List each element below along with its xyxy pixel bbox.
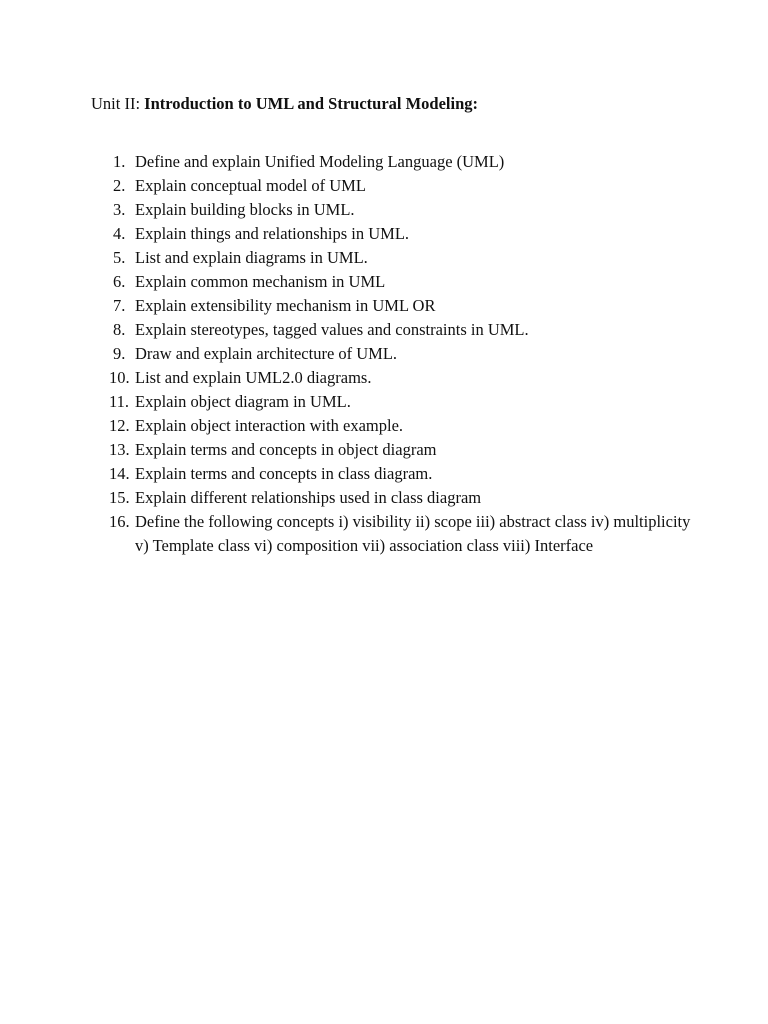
question-number: 6. xyxy=(113,272,126,291)
question-item xyxy=(91,222,691,246)
question-number: 9. xyxy=(113,344,126,363)
question-text: Explain things and relationships in UML. xyxy=(135,224,410,243)
question-text: Explain terms and concepts in object diagram xyxy=(135,440,437,459)
question-number: 11. xyxy=(109,392,130,411)
question-number: 14. xyxy=(109,464,130,483)
question-text: List and explain diagrams in UML. xyxy=(135,248,368,267)
question-number: 7. xyxy=(113,296,126,315)
question-text: Explain conceptual model of UML xyxy=(135,176,366,195)
question-text: List and explain UML2.0 diagrams. xyxy=(135,368,372,387)
question-text: Explain object diagram in UML. xyxy=(135,392,351,411)
question-text: Explain different relationships used in class diagram xyxy=(135,488,482,507)
question-item xyxy=(91,294,691,318)
question-text: Draw and explain architecture of UML. xyxy=(135,344,398,363)
question-item xyxy=(91,174,691,198)
question-number: 4. xyxy=(113,224,126,243)
question-item xyxy=(91,438,691,462)
question-text: Define and explain Unified Modeling Language (UML) xyxy=(135,152,505,171)
question-item xyxy=(91,366,691,390)
unit-title: Introduction to UML and Structural Modeling: xyxy=(144,94,479,113)
question-text: Explain common mechanism in UML xyxy=(135,272,386,291)
question-number: 3. xyxy=(113,200,126,219)
question-number: 2. xyxy=(113,176,126,195)
unit-heading xyxy=(91,93,478,115)
question-number: 5. xyxy=(113,248,126,267)
question-item xyxy=(91,510,691,558)
question-item xyxy=(91,318,691,342)
question-text: Explain extensibility mechanism in UML OR xyxy=(135,296,436,315)
question-item xyxy=(91,342,691,366)
question-item xyxy=(91,198,691,222)
question-number: 12. xyxy=(109,416,130,435)
question-item xyxy=(91,462,691,486)
question-text: Explain terms and concepts in class diagram. xyxy=(135,464,433,483)
question-text: Explain building blocks in UML. xyxy=(135,200,355,219)
question-item xyxy=(91,390,691,414)
question-item xyxy=(91,486,691,510)
question-number: 16. xyxy=(109,512,130,531)
question-item xyxy=(91,150,691,174)
question-item xyxy=(91,270,691,294)
question-number: 8. xyxy=(113,320,126,339)
question-text: Explain stereotypes, tagged values and constraints in UML. xyxy=(135,320,529,339)
question-item xyxy=(91,414,691,438)
question-list xyxy=(91,150,691,558)
unit-label: Unit II: xyxy=(91,94,145,113)
question-number: 1. xyxy=(113,152,126,171)
question-number: 10. xyxy=(109,368,130,387)
question-text: Define the following concepts i) visibility ii) scope iii) abstract class iv) multiplicity v) Template class vi) composition vii) association class viii) Interface xyxy=(135,512,691,555)
question-text: Explain object interaction with example. xyxy=(135,416,404,435)
question-item xyxy=(91,246,691,270)
question-number: 13. xyxy=(109,440,130,459)
question-number: 15. xyxy=(109,488,130,507)
